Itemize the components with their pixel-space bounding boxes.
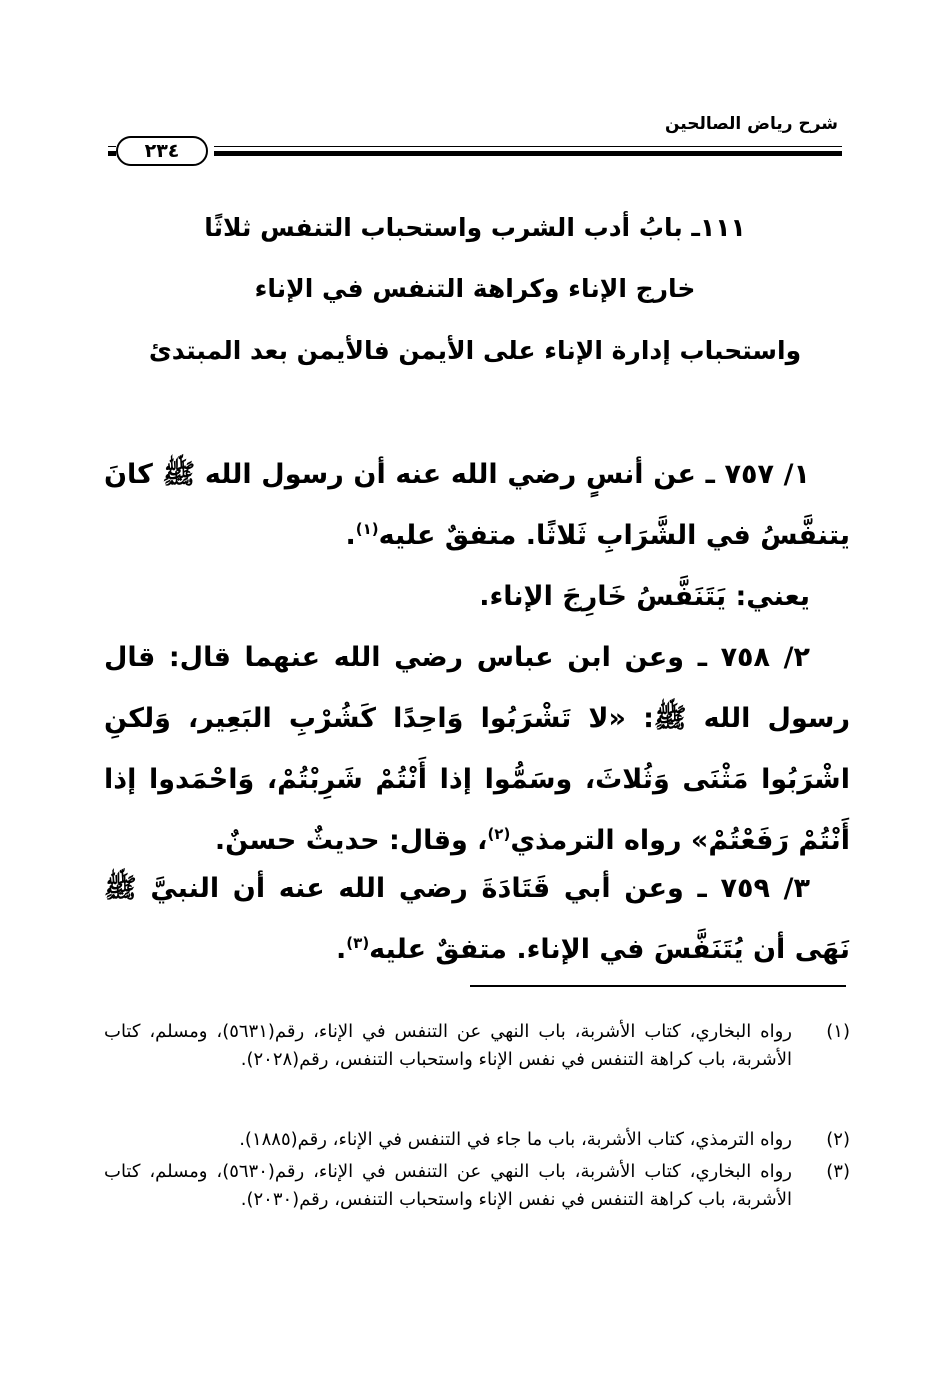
footnote-ref: (١) (355, 520, 379, 538)
book-title: شرح رياض الصالحين (664, 114, 838, 134)
hadith-end: . (336, 934, 347, 965)
footnote-text: رواه البخاري، كتاب الأشربة، باب النهي عن التنفس في الإناء، رقم(٥٦٣١)، ومسلم، كتاب الأشربة، باب كراهة التنفس في نفس الإناء واستحباب التنفس، رقم(٢٠٢٨). (104, 1021, 792, 1070)
footnote-ref: (٢) (487, 825, 511, 843)
footnote-number: (١) (826, 1021, 850, 1042)
chapter-title-line-2: خارج الإناء وكراهة التنفس في الإناء (254, 274, 696, 303)
chapter-title-line-3: واستحباب إدارة الإناء على الأيمن فالأيمن بعد المبتدئ (148, 336, 802, 365)
footnote-3 (104, 1158, 850, 1214)
footnote-separator (470, 985, 846, 987)
footnote-2 (104, 1126, 850, 1154)
footnote-text: رواه الترمذي، كتاب الأشربة، باب ما جاء في التنفس في الإناء، رقم(١٨٨٥). (239, 1129, 792, 1150)
hadith-text: ٣/ ٧٥٩ ـ وعن أبي قَتَادَةَ رضي الله عنه أن النبيَّ ﷺ نَهَى أن يُتَنَفَّسَ في الإناء. متفقٌ عليه (104, 873, 850, 965)
hadith-759 (104, 858, 850, 980)
hadith-text: ١/ ٧٥٧ ـ عن أنسٍ رضي الله عنه أن رسول الله ﷺ كانَ يتنفَّسُ في الشَّرَابِ ثَلاثًا. متفقٌ عليه (104, 459, 850, 551)
footnote-number: (٢) (826, 1129, 850, 1150)
running-header (108, 106, 842, 176)
explanation-text: يعني: يَتَنَفَّسُ خَارِجَ الإناء. (479, 581, 810, 612)
footnote-ref: (٣) (346, 934, 370, 952)
chapter-title-line-1: ١١١ـ بابُ أدب الشرب واستحباب التنفس ثلاثًا (204, 213, 746, 242)
header-rule-right (214, 146, 842, 160)
hadith-758 (104, 627, 850, 871)
hadith-end: . (345, 520, 356, 551)
page-number: ٢٣٤ (116, 136, 208, 166)
footnote-1 (104, 1018, 850, 1074)
hadith-text-cont: ، وقال: حديثٌ حسنٌ. (214, 825, 488, 856)
hadith-757 (104, 444, 850, 566)
footnote-text: رواه البخاري، كتاب الأشربة، باب النهي عن التنفس في الإناء، رقم(٥٦٣٠)، ومسلم، كتاب الأشربة، باب كراهة التنفس في نفس الإناء واستحباب التنفس، رقم(٢٠٣٠). (104, 1161, 792, 1210)
footnote-number: (٣) (826, 1161, 850, 1182)
hadith-text: ٢/ ٧٥٨ ـ وعن ابن عباس رضي الله عنهما قال: قال رسول الله ﷺ: «لا تَشْرَبُوا وَاحِدًا كَشُرْبِ البَعِير، وَلكنِ اشْرَبُوا مَثْنَى وَثُلاثَ، وسَمُّوا إذا أَنْتُمْ شَرِبْتُمْ، وَاحْمَدوا إذا أَنْتُمْ رَفَعْتُمْ» رواه الترمذي (104, 642, 850, 856)
explanation (104, 566, 850, 627)
header-rule-left (108, 146, 116, 160)
